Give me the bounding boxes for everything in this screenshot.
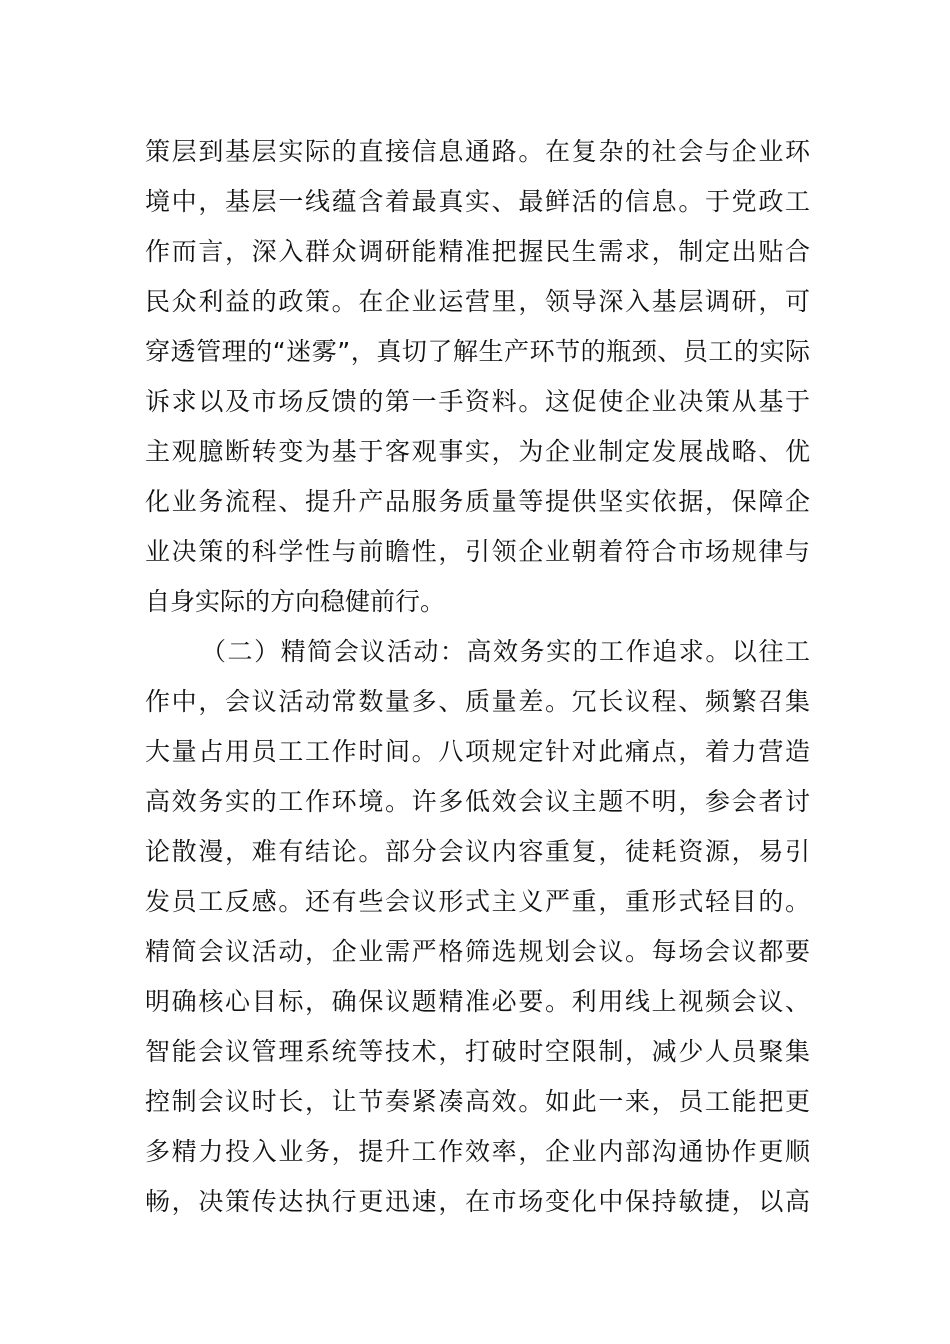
paragraph-1 — [145, 127, 810, 627]
text-line: 境中，基层一线蕴含着最真实、最鲜活的信息。于党政工 — [145, 187, 810, 216]
text-line-heading: （二）精简会议活动：高效务实的工作追求。以往工 — [201, 637, 810, 666]
text-line: 精简会议活动，企业需严格筛选规划会议。每场会议都要 — [145, 937, 810, 966]
text-line: 策层到基层实际的直接信息通路。在复杂的社会与企业环 — [145, 137, 810, 166]
text-line: 智能会议管理系统等技术，打破时空限制，减少人员聚集 — [145, 1037, 810, 1066]
text-line: 多精力投入业务，提升工作效率，企业内部沟通协作更顺 — [145, 1137, 810, 1166]
text-line: 论散漫，难有结论。部分会议内容重复，徒耗资源，易引 — [145, 837, 810, 866]
text-line: 大量占用员工工作时间。八项规定针对此痛点，着力营造 — [145, 737, 810, 766]
text-line: 主观臆断转变为基于客观事实，为企业制定发展战略、优 — [145, 437, 810, 466]
text-line: 民众利益的政策。在企业运营里，领导深入基层调研，可 — [145, 287, 810, 316]
text-line: 穿透管理的“迷雾”，真切了解生产环节的瓶颈、员工的实际 — [145, 337, 810, 366]
text-line: 高效务实的工作环境。许多低效会议主题不明，参会者讨 — [145, 787, 810, 816]
text-line: 发员工反感。还有些会议形式主义严重，重形式轻目的。 — [145, 887, 810, 916]
text-line: 诉求以及市场反馈的第一手资料。这促使企业决策从基于 — [145, 387, 810, 416]
document-body — [145, 127, 810, 1227]
text-line: 控制会议时长，让节奏紧凑高效。如此一来，员工能把更 — [145, 1087, 810, 1116]
paragraph-2 — [145, 627, 810, 1227]
text-line: 畅，决策传达执行更迅速，在市场变化中保持敏捷，以高 — [145, 1187, 810, 1216]
text-line: 自身实际的方向稳健前行。 — [145, 587, 446, 616]
text-line: 业决策的科学性与前瞻性，引领企业朝着符合市场规律与 — [145, 537, 810, 566]
text-line: 化业务流程、提升产品服务质量等提供坚实依据，保障企 — [145, 487, 810, 516]
text-line: 作而言，深入群众调研能精准把握民生需求，制定出贴合 — [145, 237, 810, 266]
text-line: 作中，会议活动常数量多、质量差。冗长议程、频繁召集 — [145, 687, 810, 716]
text-line: 明确核心目标，确保议题精准必要。利用线上视频会议、 — [145, 987, 810, 1016]
